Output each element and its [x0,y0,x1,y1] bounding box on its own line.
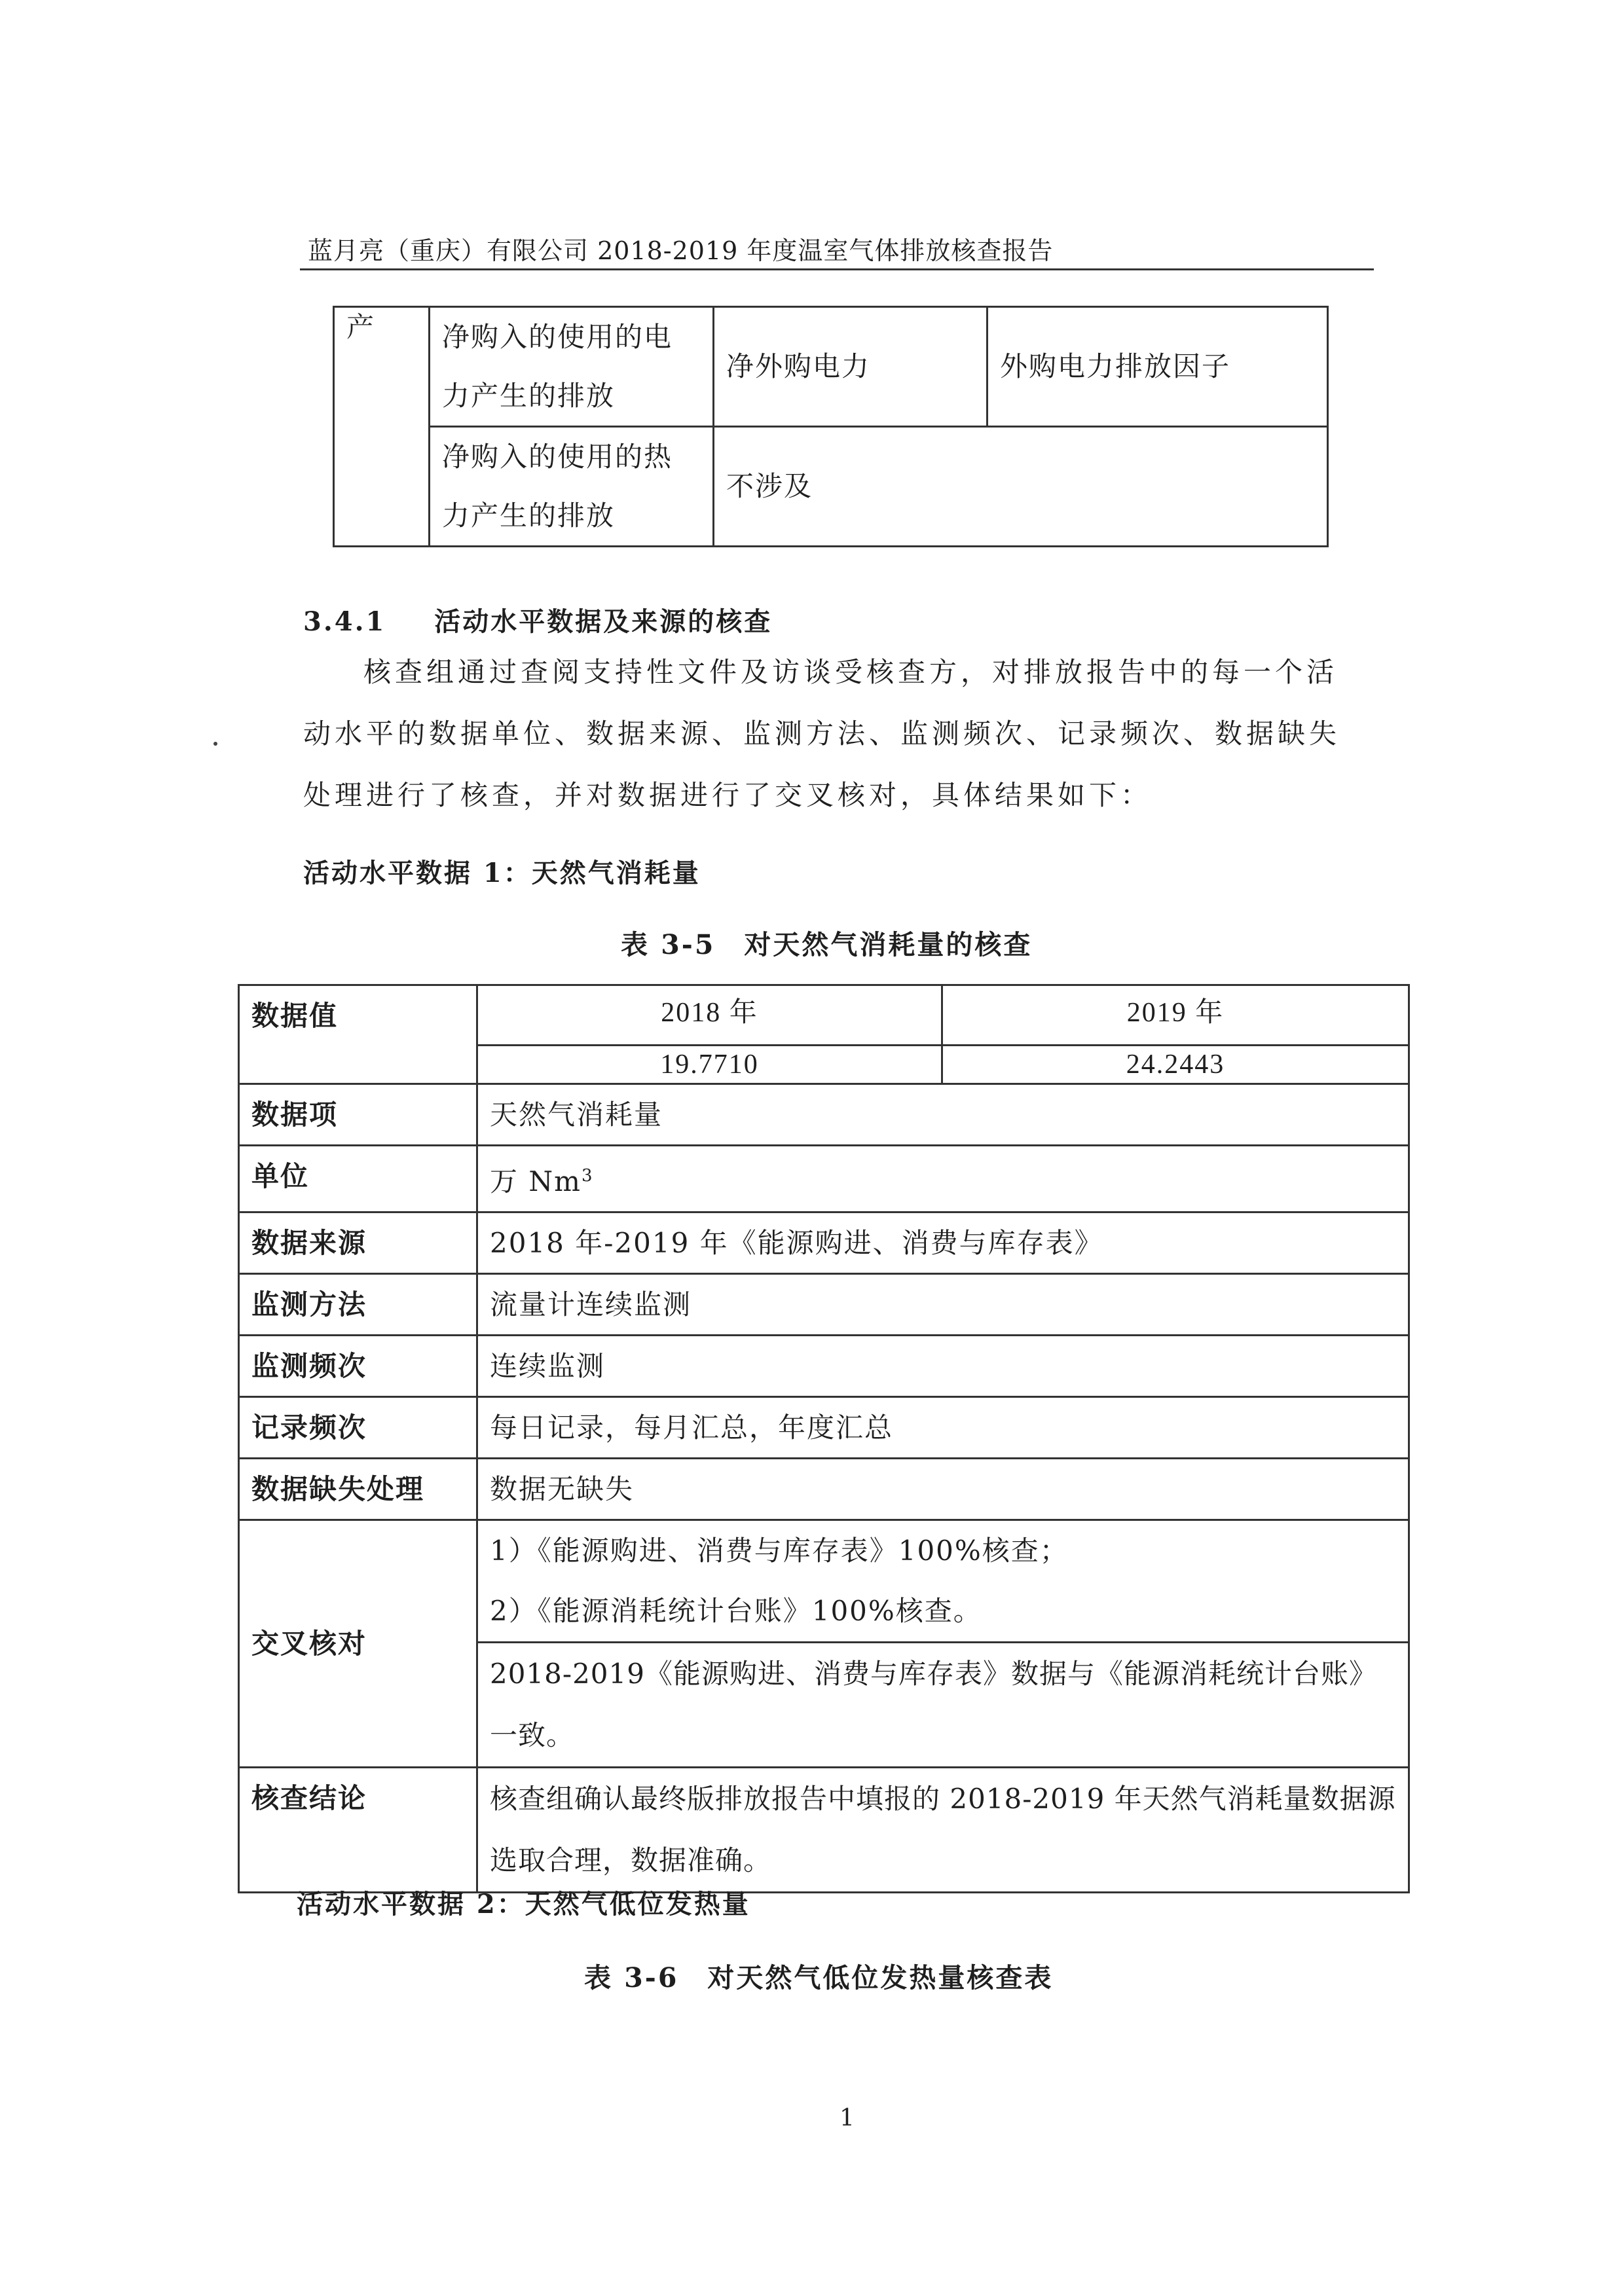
table-3-6-caption: 表 3-6 对天然气低位发热量核查表 [584,1962,1054,1994]
row-electricity-source: 净外购电力 [714,307,987,427]
unit-value [477,1146,1409,1212]
frequency-label: 监测频次 [239,1336,477,1397]
row-heat-item: 净购入的使用的热力产生的排放 [430,427,714,547]
record-value: 每日记录，每月汇总，年度汇总 [477,1397,1409,1459]
section-heading [303,601,772,638]
natural-gas-check-table [238,984,1410,1893]
missing-label: 数据缺失处理 [239,1459,477,1520]
frequency-value: 连续监测 [477,1336,1409,1397]
item-label: 数据项 [239,1084,477,1146]
method-value: 流量计连续监测 [477,1274,1409,1336]
method-label: 监测方法 [239,1274,477,1336]
missing-value: 数据无缺失 [477,1459,1409,1520]
section-paragraph: 核查组通过查阅支持性文件及访谈受核查方，对排放报告中的每一个活动水平的数据单位、数据来源、监测方法、监测频次、记录频次、数据缺失处理进行了核查，并对数据进行了交叉核对，具体结果如下： [303,656,1341,811]
stray-dot [213,742,217,746]
table-3-5-caption: 表 3-5 对天然气消耗量的核查 [621,929,1033,960]
year-2018: 2018 年 [477,985,942,1046]
unit-superscript: 3 [581,1166,594,1186]
row-heat-source: 不涉及 [714,427,1328,547]
cross-check-result: 2018-2019《能源购进、消费与库存表》数据与《能源消耗统计台账》一致。 [477,1643,1409,1768]
value-label: 数据值 [239,985,477,1084]
year-2019: 2019 年 [942,985,1409,1046]
cross-check-lines [477,1520,1409,1643]
value-2018: 19.7710 [477,1046,942,1084]
activity1-heading: 活动水平数据 1：天然气消耗量 [303,858,701,888]
side-label: 产 [334,307,430,547]
conclusion-value: 核查组确认最终版排放报告中填报的 2018-2019 年天然气消耗量数据源选取合理，数据准确。 [477,1768,1409,1893]
row-electricity-factor: 外购电力排放因子 [987,307,1328,427]
activity2-heading: 活动水平数据 2：天然气低位发热量 [297,1889,750,1920]
header-rule [300,268,1374,270]
page-number: 1 [840,2105,855,2132]
item-value: 天然气消耗量 [477,1084,1409,1146]
source-value: 2018 年-2019 年《能源购进、消费与库存表》 [477,1212,1409,1274]
source-label: 数据来源 [239,1212,477,1274]
conclusion-label: 核查结论 [239,1768,477,1893]
cross-check-line-1: 1）《能源购进、消费与库存表》100%核查； [490,1535,1069,1567]
unit-label: 单位 [239,1146,477,1212]
emission-source-table [333,306,1329,547]
cross-check-line-2: 2）《能源消耗统计台账》100%核查。 [490,1595,982,1627]
row-electricity-item: 净购入的使用的电力产生的排放 [430,307,714,427]
value-2019: 24.2443 [942,1046,1409,1084]
unit-text: 万 Nm [490,1165,581,1197]
section-number: 3.4.1 [303,606,386,637]
record-label: 记录频次 [239,1397,477,1459]
section-title: 活动水平数据及来源的核查 [434,606,773,637]
cross-check-label: 交叉核对 [239,1520,477,1768]
page-header: 蓝月亮（重庆）有限公司 2018-2019 年度温室气体排放核查报告 [308,236,1054,265]
